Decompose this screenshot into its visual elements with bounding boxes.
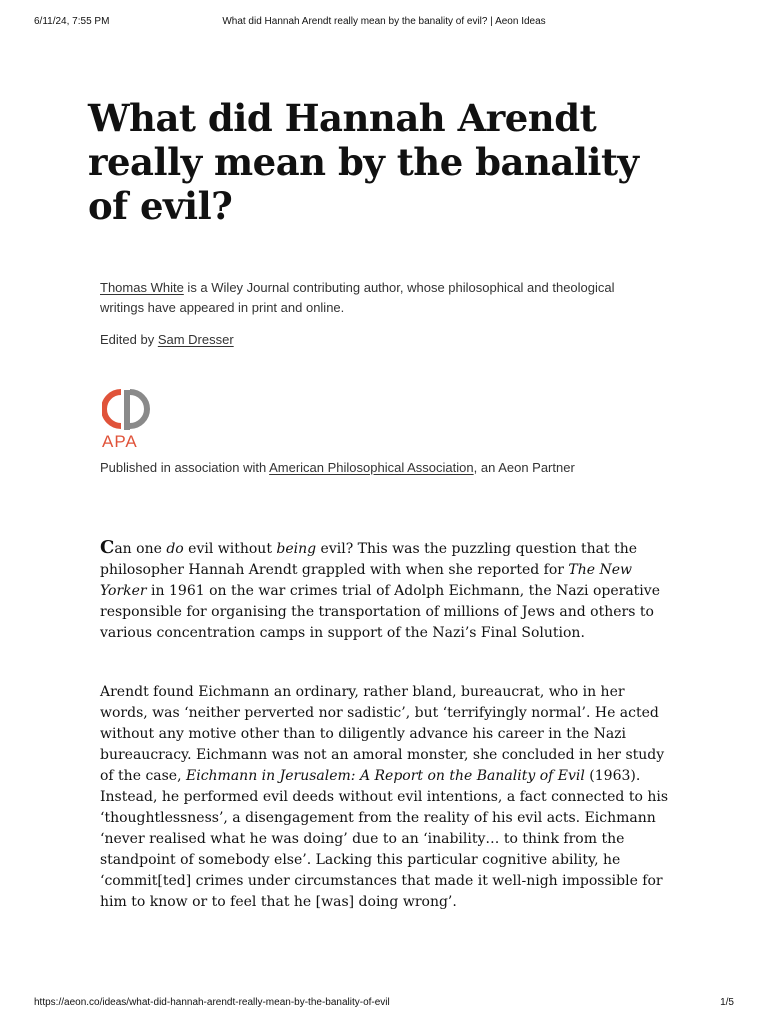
partner-line <box>100 460 575 475</box>
partner-suffix: , an Aeon Partner <box>473 460 575 475</box>
author-link[interactable]: Thomas White <box>100 280 184 295</box>
italic-text: being <box>276 541 317 557</box>
editor-link[interactable]: Sam Dresser <box>157 332 234 347</box>
paragraph-text: evil without <box>183 541 277 557</box>
print-date: 6/11/24, 7:55 PM <box>34 16 110 27</box>
article-paragraph-1 <box>100 537 670 644</box>
author-byline <box>100 278 620 318</box>
apa-logo-mark-icon <box>102 388 164 432</box>
apa-logo <box>102 388 164 450</box>
print-url: https://aeon.co/ideas/what-did-hannah-arendt-really-mean-by-the-banality-of-evil <box>34 997 390 1008</box>
italic-text: do <box>166 541 184 557</box>
paragraph-text: (1963). Instead, he performed evil deeds without evil intentions, a fact connected to his ‘thoughtlessness’, a disengagement from the reality of his evil acts. Eichmann ‘never realised what he was doing’ due to an ‘inability… to think from the standpoint of somebody else’. Lacking this particular cognitive ability, he ‘commit[ted] crimes under circumstances that made it well-nigh impossible for him to know or to feel that he [was] doing wrong’. <box>100 768 669 910</box>
author-bio: is a Wiley Journal contributing author, whose philosophical and theological writings have appeared in print and online. <box>100 280 615 315</box>
apa-logo-left-arc <box>104 392 121 426</box>
partner-link[interactable]: American Philosophical Association <box>269 460 474 475</box>
drop-cap: C <box>100 537 115 558</box>
apa-logo-text: APA <box>102 432 138 451</box>
paragraph-text: evil? This was the puzzling question that the philosopher Hannah Arendt grappled with when she reported for <box>100 541 638 578</box>
article-paragraph-2 <box>100 682 670 913</box>
paragraph-text: an one <box>114 541 167 557</box>
partner-prefix: Published in association with <box>100 460 270 475</box>
paragraph-text: in 1961 on the war crimes trial of Adolph Eichmann, the Nazi operative responsible for organising the transportation of millions of Jews and others to various concentration camps in support of the Nazi’s Final Solution. <box>100 583 660 641</box>
article-title: What did Hannah Arendt really mean by the banality of evil? <box>88 96 639 228</box>
paragraph-text: Arendt found Eichmann an ordinary, rather bland, bureaucrat, who in her words, was ‘neither perverted nor sadistic’, but ‘terrifyingly normal’. He acted without any motive other than to diligently advance his career in the Nazi bureaucracy. Eichmann was not an amoral monster, she concluded in her study of the case, <box>100 684 665 784</box>
apa-logo-right-arc <box>130 392 147 426</box>
print-page-number: 1/5 <box>720 997 734 1008</box>
italic-publication: The New Yorker <box>100 562 633 599</box>
edited-by-label: Edited by <box>100 332 158 347</box>
print-page-title: What did Hannah Arendt really mean by the banality of evil? | Aeon Ideas <box>222 16 546 27</box>
editor-line <box>100 332 234 347</box>
italic-book-title: Eichmann in Jerusalem: A Report on the Banality of Evil <box>186 768 585 784</box>
